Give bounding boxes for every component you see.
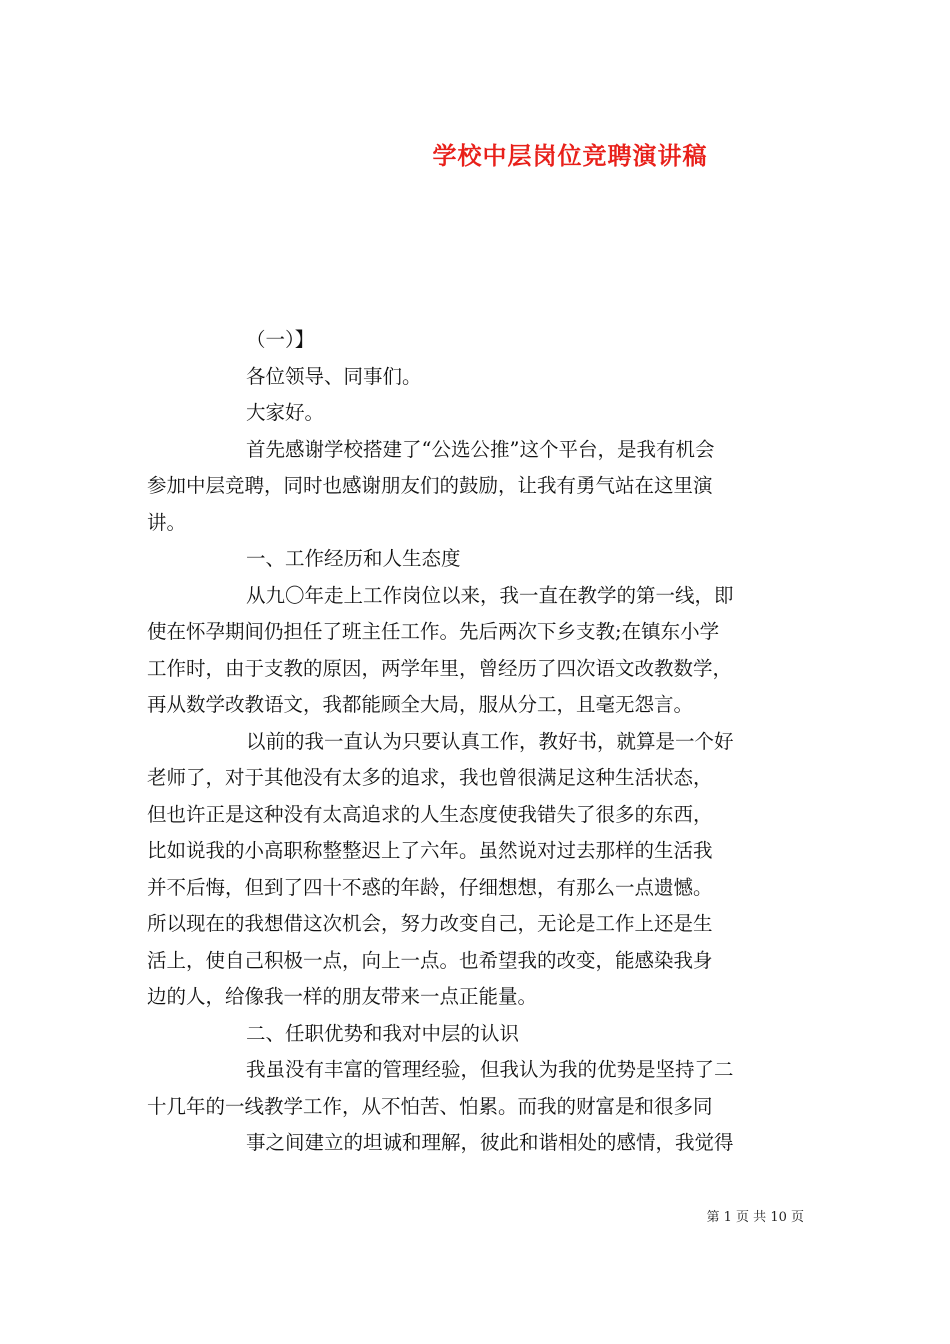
body-line: 讲。 xyxy=(147,510,187,534)
body-line: 再从数学改教语文，我都能顾全大局，服从分工，且毫无怨言。 xyxy=(147,693,694,716)
document-title: 学校中层岗位竞聘演讲稿 xyxy=(432,141,708,170)
body-line: 首先感谢学校搭建了“公选公推”这个平台，是我有机会 xyxy=(246,437,715,461)
body-line: 大家好。 xyxy=(246,401,325,424)
body-line: 所以现在的我想借这次机会，努力改变自己，无论是工作上还是生 xyxy=(147,912,713,935)
body-line: 比如说我的小高职称整整迟上了六年。虽然说对过去那样的生活我 xyxy=(147,839,713,862)
body-line: 十几年的一线教学工作，从不怕苦、怕累。而我的财富是和很多同 xyxy=(147,1094,713,1118)
document-body xyxy=(147,322,827,1162)
body-line: 以前的我一直认为只要认真工作，教好书，就算是一个好 xyxy=(246,729,734,753)
body-line: 从九〇年走上工作岗位以来，我一直在教学的第一线，即 xyxy=(246,583,734,607)
page-number: 第 1 页 共 10 页 xyxy=(706,1210,804,1225)
body-line: 边的人，给像我一样的朋友带来一点正能量。 xyxy=(147,985,538,1008)
body-line: （一）】 xyxy=(246,328,315,351)
body-line: 各位领导、同事们。 xyxy=(246,364,422,388)
body-line: 并不后悔，但到了四十不惑的年龄，仔细想想，有那么一点遗憾。 xyxy=(147,875,713,899)
body-line: 事之间建立的坦诚和理解，彼此和谐相处的感情，我觉得 xyxy=(246,1131,734,1154)
body-line: 二、任职优势和我对中层的认识 xyxy=(246,1021,520,1045)
body-line: 老师了，对于其他没有太多的追求，我也曾很满足这种生活状态， xyxy=(147,766,713,789)
body-line: 工作时，由于支教的原因，两学年里，曾经历了四次语文改教数学， xyxy=(147,656,733,680)
body-line: 活上，使自己积极一点，向上一点。也希望我的改变，能感染我身 xyxy=(147,948,713,972)
body-line: 使在怀孕期间仍担任了班主任工作。先后两次下乡支教;在镇东小学 xyxy=(147,620,720,643)
body-line: 但也许正是这种没有太高追求的人生态度使我错失了很多的东西， xyxy=(147,802,713,826)
body-line: 参加中层竞聘，同时也感谢朋友们的鼓励，让我有勇气站在这里演 xyxy=(147,474,713,497)
body-line: 我虽没有丰富的管理经验，但我认为我的优势是坚持了二 xyxy=(246,1058,734,1081)
body-line: 一、工作经历和人生态度 xyxy=(246,547,461,570)
